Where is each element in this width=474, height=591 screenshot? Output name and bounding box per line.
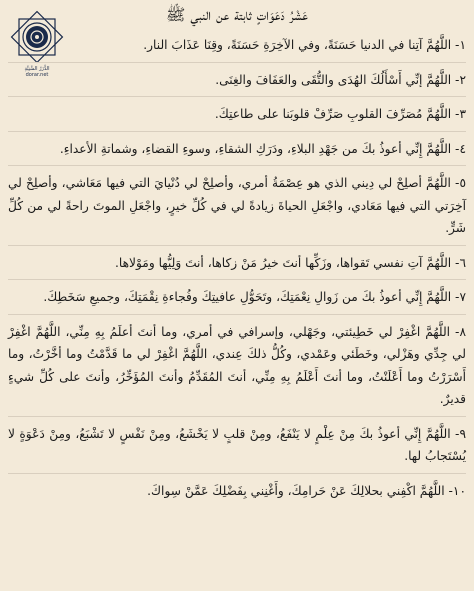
dua-list: [8, 34, 466, 589]
divider: [8, 245, 466, 246]
dua-item-2: ٢- اللَّهُمَّ إنِّي أَسْأَلُكَ الهُدَى والتُّقَى والعَفَافَ والغِنَى.: [215, 72, 466, 87]
divider: [8, 96, 466, 97]
divider: [8, 416, 466, 417]
divider: [8, 62, 466, 63]
divider: [8, 279, 466, 280]
dua-item-7: ٧- اللَّهُمَّ إِنِّي أعوذُ بكَ من زَوالِ نِعْمَتِكَ، وتَحَوُّلِ عافيتِكَ وفُجاءةِ نِقْمَتِكَ، وجميعِ سَخَطِكَ.: [43, 290, 466, 304]
dua-item-5: ٥- اللَّهُمَّ أصلِحْ لي دِيني الذي هو عِصْمَةُ أمري، وأصلِحْ لي دُنْيايَ التي فيها مَعَاشي، وأصلِحْ لي آخِرَتي التي فيها مَعَادي، واجْعَلِ الحياةَ زيادةً لي في كُلِّ خيرٍ، واجْعَلِ الموتَ راحةً لي من كُلِّ شَرٍّ.: [8, 176, 466, 235]
dua-item-1: ١- اللَّهُمَّ آتِنا في الدنيا حَسَنَةً، وفي الآخِرَةِ حَسَنَةً، وقِنَا عَذَابَ النار.: [143, 38, 466, 52]
dua-item-4: ٤- اللَّهُمَّ إِنِّي أعوذُ بكَ من جَهْدِ البلاءِ، ودَرَكِ الشقاءِ، وسوءِ القضاءِ، وشماتةِ الأعداءِ.: [59, 141, 466, 156]
dua-item-10: ١٠- اللَّهُمَّ اكْفِني بحلالِكَ عَنْ حَرامِكَ، وأَغْنِني بِفَضْلِكَ عَمَّنْ سِواكَ.: [147, 483, 466, 498]
divider: [8, 314, 466, 315]
dua-item-9: ٩- اللَّهُمَّ إِنِّي أعوذُ بكَ مِنْ عِلْمٍ لا يَنْفَعُ، ومِنْ قلبٍ لا يَخْشَعُ، ومِنْ نَفْسٍ لا تَشْبَعُ، ومِنْ دَعْوَةٍ لا يُسْتَجابُ لها.: [8, 426, 466, 463]
divider: [8, 473, 466, 474]
dua-item-6: ٦- اللَّهُمَّ آتِ نفسي تَقواها، وزَكِّها أنتَ خيرُ مَنْ زكاها، أنتَ وَلِيُّها ومَوْلاها.: [115, 255, 466, 270]
divider: [8, 165, 466, 166]
dua-item-3: ٣- اللَّهُمَّ مُصَرِّفَ القلوبِ صَرِّفْ قلوبَنا على طاعتِكَ.: [214, 107, 466, 121]
logo-caption-arabic: الدُّرَرُ السَّنِيَّةِ: [24, 66, 50, 72]
divider: [8, 131, 466, 132]
dua-item-8: ٨- اللَّهُمَّ اغْفِرْ لي خَطِيئتي، وجَهْلي، وإسرافي في أمري، وما أنتَ أعلَمُ بِهِ مِنِّي، اللَّهُمَّ اغْفِرْ لي جِدِّي وهَزْلي، وخَطَئي وعَمْدي، وكُلُّ ذلكَ عِندي، اللَّهُمَّ اغْفِرْ لي ما قَدَّمْتُ وما أخَّرْتُ، وما أَسْرَرْتُ وما أَعْلَنْتُ، وما أنتَ أَعْلَمُ بِهِ مِنِّي، أنتَ المُقَدِّمُ وأنتَ المُؤَخِّرُ، وأنتَ على كُلِّ شيءٍ قديرٌ.: [8, 324, 466, 406]
page-title: عَشْرُ دَعَوَاتٍ ثابتة عن النبي ﷺ: [166, 5, 308, 24]
logo-caption-latin: dorar.net: [25, 72, 49, 78]
